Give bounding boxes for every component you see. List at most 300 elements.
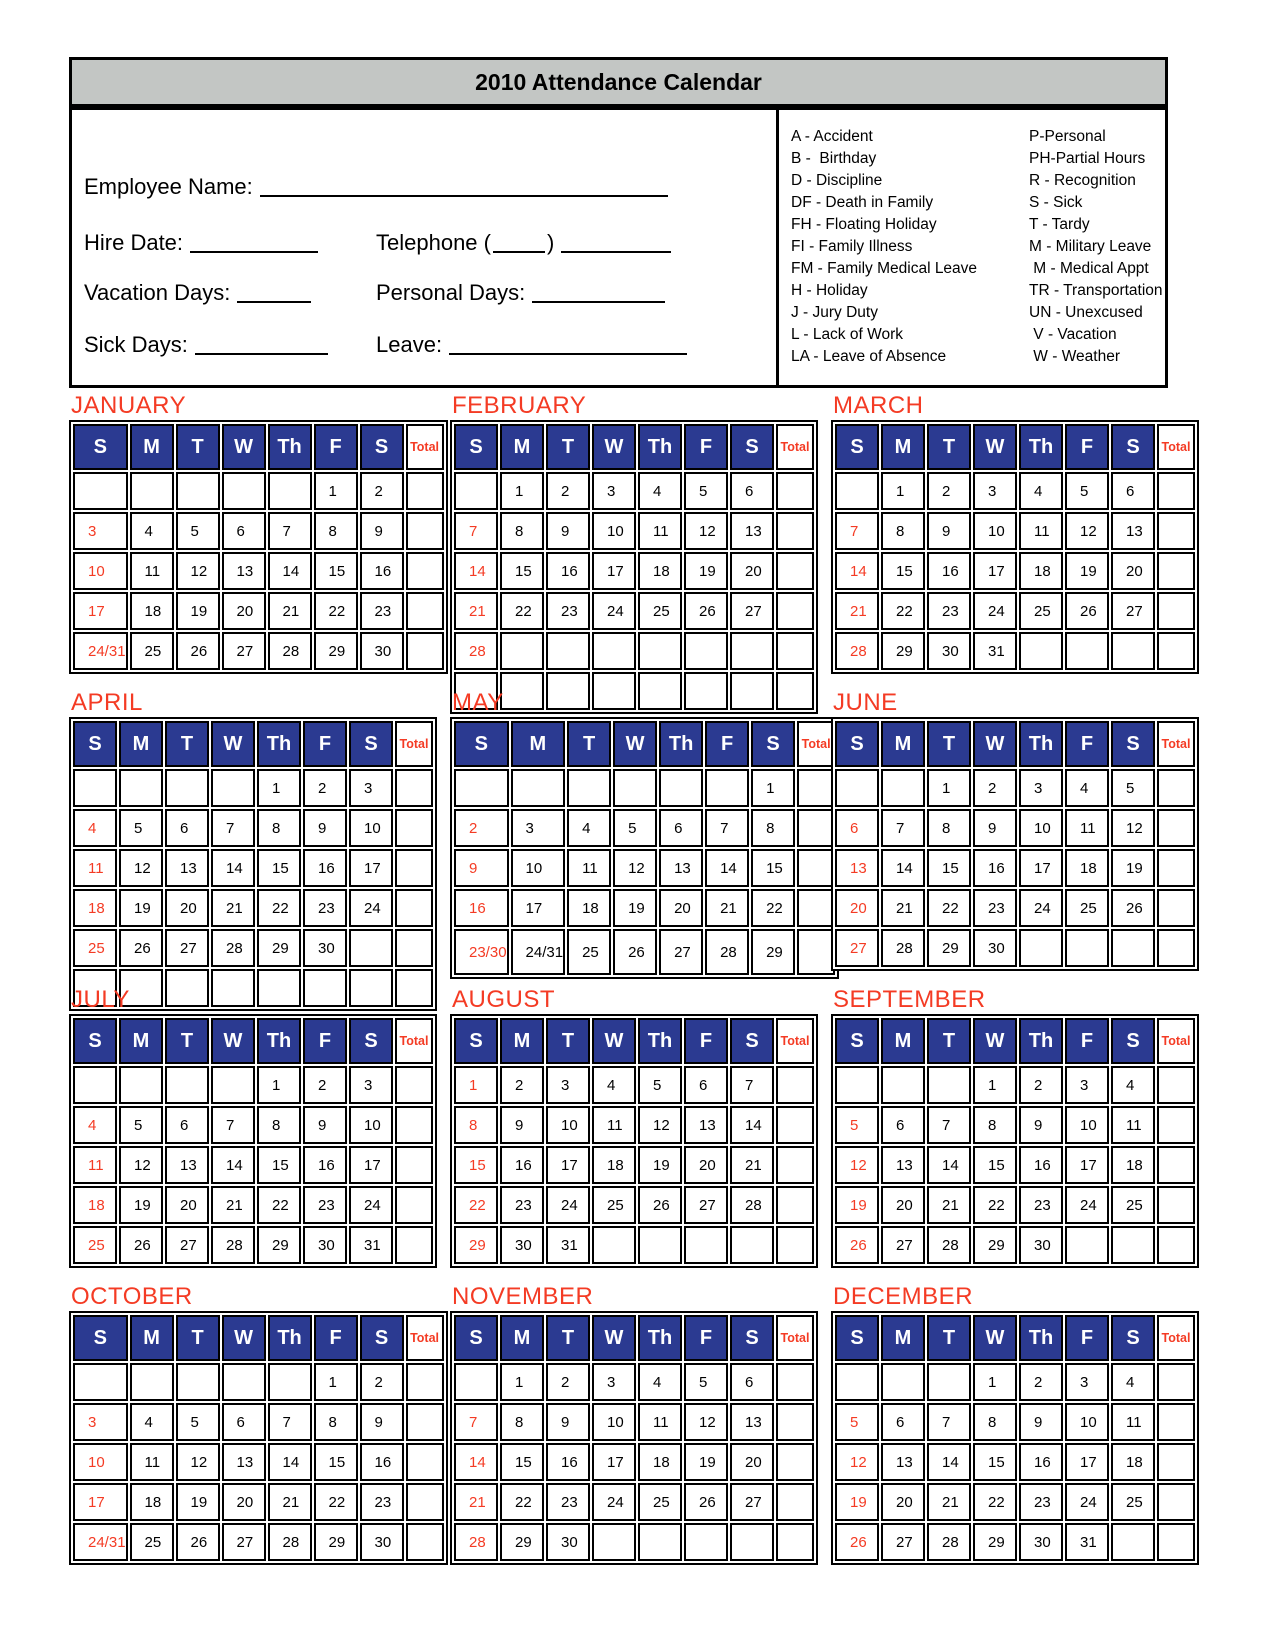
- legend-item: J - Jury Duty: [791, 304, 878, 321]
- personal-days-blank-line: [532, 281, 665, 303]
- day-cell: 2: [973, 769, 1017, 807]
- day-cell: 2: [360, 472, 404, 510]
- total-cell: [1157, 1523, 1195, 1561]
- day-cell: 5: [684, 1363, 728, 1401]
- day-of-week-header: S: [1111, 721, 1155, 767]
- day-of-week-header: S: [730, 1018, 774, 1064]
- day-of-week-header: S: [73, 1315, 128, 1361]
- day-cell: 7: [705, 809, 749, 847]
- day-cell: 16: [360, 552, 404, 590]
- day-cell: 10: [1065, 1106, 1109, 1144]
- day-of-week-header: F: [684, 424, 728, 470]
- day-cell: 17: [973, 552, 1017, 590]
- day-cell: 21: [211, 889, 255, 927]
- day-of-week-header: F: [1065, 1018, 1109, 1064]
- day-cell: 23: [303, 1186, 347, 1224]
- day-cell: 14: [454, 552, 498, 590]
- day-cell: 29: [257, 1226, 301, 1264]
- day-of-week-header: Th: [1019, 1315, 1063, 1361]
- day-cell: 27: [165, 929, 209, 967]
- day-cell: 24/31: [73, 1523, 128, 1561]
- day-cell: 23: [1019, 1483, 1063, 1521]
- day-cell: 6: [165, 1106, 209, 1144]
- day-cell: 7: [454, 1403, 498, 1441]
- day-cell: 7: [730, 1066, 774, 1104]
- legend-item: M - Medical Appt: [1029, 260, 1149, 277]
- day-of-week-header: M: [881, 1315, 925, 1361]
- day-cell: 13: [222, 552, 266, 590]
- month-table-march: [831, 420, 1199, 674]
- day-cell: [500, 632, 544, 670]
- total-cell: [406, 552, 444, 590]
- day-cell: 24: [1019, 889, 1063, 927]
- day-of-week-header: T: [176, 424, 220, 470]
- day-cell: 12: [613, 849, 657, 887]
- day-of-week-header: T: [546, 1315, 590, 1361]
- day-cell: 1: [257, 769, 301, 807]
- day-cell: 14: [881, 849, 925, 887]
- day-cell: 12: [684, 512, 728, 550]
- day-cell: 28: [454, 1523, 498, 1561]
- total-cell: [776, 672, 814, 710]
- day-cell: 23: [546, 592, 590, 630]
- day-cell: 2: [303, 769, 347, 807]
- day-cell: 29: [973, 1226, 1017, 1264]
- vacation-days-blank-line: [237, 281, 311, 303]
- day-cell: [835, 472, 879, 510]
- day-cell: 5: [835, 1106, 879, 1144]
- total-column-header: Total: [776, 424, 814, 470]
- total-cell: [406, 512, 444, 550]
- day-cell: 26: [1065, 592, 1109, 630]
- day-cell: 7: [211, 809, 255, 847]
- day-cell: 3: [592, 472, 636, 510]
- day-cell: 4: [73, 1106, 117, 1144]
- day-cell: 17: [1065, 1146, 1109, 1184]
- day-cell: 21: [705, 889, 749, 927]
- day-cell: 15: [314, 1443, 358, 1481]
- day-cell: 22: [973, 1186, 1017, 1224]
- month-table-january: [69, 420, 448, 674]
- day-cell: 22: [881, 592, 925, 630]
- day-of-week-header: Th: [638, 424, 682, 470]
- day-cell: 2: [500, 1066, 544, 1104]
- day-cell: 27: [222, 1523, 266, 1561]
- day-of-week-header: T: [927, 424, 971, 470]
- day-cell: 20: [835, 889, 879, 927]
- total-cell: [1157, 552, 1195, 590]
- day-of-week-header: W: [222, 1315, 266, 1361]
- day-cell: 3: [546, 1066, 590, 1104]
- day-cell: 13: [222, 1443, 266, 1481]
- day-cell: 22: [314, 1483, 358, 1521]
- day-cell: 23: [500, 1186, 544, 1224]
- day-cell: 19: [1065, 552, 1109, 590]
- day-cell: 15: [973, 1443, 1017, 1481]
- day-cell: 15: [454, 1146, 498, 1184]
- day-cell: 21: [268, 592, 312, 630]
- day-cell: 26: [119, 929, 163, 967]
- vacation-days-label: Vacation Days:: [84, 280, 231, 305]
- day-cell: [684, 1523, 728, 1561]
- employee-name-blank-line: [260, 175, 668, 197]
- month-title-november: NOVEMBER: [452, 1283, 594, 1310]
- day-of-week-header: Th: [268, 1315, 312, 1361]
- day-cell: 25: [73, 1226, 117, 1264]
- day-cell: 3: [73, 1403, 128, 1441]
- total-cell: [797, 889, 835, 927]
- total-cell: [1157, 1483, 1195, 1521]
- day-of-week-header: F: [314, 1315, 358, 1361]
- day-cell: 13: [881, 1443, 925, 1481]
- day-cell: 28: [927, 1226, 971, 1264]
- day-cell: [454, 472, 498, 510]
- total-cell: [1157, 1066, 1195, 1104]
- day-cell: 1: [973, 1066, 1017, 1104]
- day-cell: 17: [73, 592, 128, 630]
- day-of-week-header: Th: [638, 1315, 682, 1361]
- day-of-week-header: S: [349, 721, 393, 767]
- total-cell: [406, 1403, 444, 1441]
- day-cell: 6: [222, 1403, 266, 1441]
- day-cell: 30: [360, 1523, 404, 1561]
- total-cell: [1157, 1226, 1195, 1264]
- day-cell: 10: [1019, 809, 1063, 847]
- day-cell: 5: [638, 1066, 682, 1104]
- day-cell: 18: [567, 889, 611, 927]
- day-cell: 4: [567, 809, 611, 847]
- day-cell: 27: [222, 632, 266, 670]
- day-cell: 13: [730, 512, 774, 550]
- day-cell: [567, 769, 611, 807]
- day-cell: 24: [546, 1186, 590, 1224]
- day-cell: [119, 769, 163, 807]
- day-cell: 8: [257, 809, 301, 847]
- total-cell: [1157, 592, 1195, 630]
- day-cell: 28: [927, 1523, 971, 1561]
- day-cell: 31: [973, 632, 1017, 670]
- month-title-october: OCTOBER: [71, 1283, 193, 1310]
- day-cell: 13: [835, 849, 879, 887]
- day-cell: 2: [360, 1363, 404, 1401]
- day-of-week-header: M: [130, 424, 174, 470]
- total-cell: [1157, 512, 1195, 550]
- day-cell: 18: [1065, 849, 1109, 887]
- day-cell: 7: [835, 512, 879, 550]
- day-cell: 6: [881, 1106, 925, 1144]
- legend-column-left: [791, 126, 977, 368]
- day-cell: [73, 769, 117, 807]
- day-cell: 7: [881, 809, 925, 847]
- day-cell: 5: [176, 1403, 220, 1441]
- day-cell: [684, 1226, 728, 1264]
- day-cell: 16: [1019, 1146, 1063, 1184]
- day-cell: 5: [119, 809, 163, 847]
- day-cell: 21: [835, 592, 879, 630]
- day-cell: 15: [500, 1443, 544, 1481]
- day-cell: [684, 672, 728, 710]
- day-cell: [176, 1363, 220, 1401]
- legend-item: L - Lack of Work: [791, 326, 903, 343]
- legend-item: UN - Unexcused: [1029, 304, 1143, 321]
- day-of-week-header: M: [130, 1315, 174, 1361]
- day-cell: 1: [314, 1363, 358, 1401]
- total-cell: [1157, 889, 1195, 927]
- day-cell: 30: [1019, 1523, 1063, 1561]
- day-cell: 3: [1065, 1363, 1109, 1401]
- day-cell: 19: [176, 1483, 220, 1521]
- day-cell: 8: [257, 1106, 301, 1144]
- total-cell: [797, 809, 835, 847]
- day-cell: 1: [257, 1066, 301, 1104]
- day-cell: 26: [176, 1523, 220, 1561]
- day-of-week-header: W: [973, 1018, 1017, 1064]
- day-cell: 18: [1111, 1146, 1155, 1184]
- day-cell: [211, 1066, 255, 1104]
- total-cell: [1157, 849, 1195, 887]
- day-of-week-header: W: [613, 721, 657, 767]
- month-table-august: [450, 1014, 818, 1268]
- day-cell: 1: [973, 1363, 1017, 1401]
- day-cell: 6: [730, 472, 774, 510]
- day-cell: 16: [927, 552, 971, 590]
- day-of-week-header: M: [500, 1018, 544, 1064]
- day-cell: 10: [973, 512, 1017, 550]
- day-cell: 27: [835, 929, 879, 967]
- day-of-week-header: Th: [1019, 721, 1063, 767]
- day-cell: 24: [1065, 1483, 1109, 1521]
- total-cell: [1157, 1146, 1195, 1184]
- day-cell: [1111, 1226, 1155, 1264]
- day-cell: [257, 969, 301, 1007]
- day-cell: 12: [119, 849, 163, 887]
- day-cell: [222, 1363, 266, 1401]
- day-cell: 14: [268, 552, 312, 590]
- day-cell: 24/31: [73, 632, 128, 670]
- day-cell: 9: [1019, 1403, 1063, 1441]
- total-cell: [797, 769, 835, 807]
- day-cell: 5: [176, 512, 220, 550]
- day-of-week-header: T: [927, 1018, 971, 1064]
- day-cell: [73, 472, 128, 510]
- day-cell: 9: [546, 1403, 590, 1441]
- day-cell: 15: [751, 849, 795, 887]
- day-cell: 11: [567, 849, 611, 887]
- day-cell: 8: [500, 1403, 544, 1441]
- day-cell: 22: [257, 889, 301, 927]
- day-cell: 11: [1111, 1403, 1155, 1441]
- total-cell: [776, 1443, 814, 1481]
- day-cell: 8: [500, 512, 544, 550]
- month-title-june: JUNE: [833, 689, 898, 716]
- day-cell: [1065, 632, 1109, 670]
- day-of-week-header: S: [454, 424, 498, 470]
- day-cell: [1019, 632, 1063, 670]
- day-cell: 17: [1065, 1443, 1109, 1481]
- day-cell: 3: [1019, 769, 1063, 807]
- total-column-header: Total: [776, 1315, 814, 1361]
- day-cell: 25: [592, 1186, 636, 1224]
- day-cell: 10: [73, 1443, 128, 1481]
- day-cell: [592, 1226, 636, 1264]
- day-cell: 4: [130, 1403, 174, 1441]
- day-cell: 26: [613, 929, 657, 975]
- total-cell: [395, 1106, 433, 1144]
- day-cell: 19: [638, 1146, 682, 1184]
- day-cell: 19: [119, 889, 163, 927]
- day-cell: 24: [592, 592, 636, 630]
- total-cell: [1157, 1363, 1195, 1401]
- day-cell: 12: [1065, 512, 1109, 550]
- telephone-paren-close: ): [547, 230, 555, 255]
- day-cell: 12: [835, 1146, 879, 1184]
- day-cell: 3: [349, 1066, 393, 1104]
- day-of-week-header: W: [973, 1315, 1017, 1361]
- day-cell: 10: [1065, 1403, 1109, 1441]
- day-cell: 8: [314, 512, 358, 550]
- legend-item: FM - Family Medical Leave: [791, 260, 978, 277]
- day-of-week-header: W: [211, 721, 255, 767]
- day-cell: 23: [360, 1483, 404, 1521]
- day-of-week-header: F: [684, 1018, 728, 1064]
- day-cell: 1: [314, 472, 358, 510]
- day-cell: 1: [454, 1066, 498, 1104]
- day-of-week-header: S: [835, 424, 879, 470]
- day-cell: 2: [546, 472, 590, 510]
- day-cell: 10: [349, 1106, 393, 1144]
- day-cell: 27: [881, 1523, 925, 1561]
- day-cell: 17: [592, 552, 636, 590]
- day-of-week-header: T: [546, 1018, 590, 1064]
- total-cell: [395, 969, 433, 1007]
- day-of-week-header: M: [500, 424, 544, 470]
- legend-item: DF - Death in Family: [791, 194, 934, 211]
- day-cell: 7: [268, 512, 312, 550]
- day-of-week-header: T: [567, 721, 611, 767]
- total-column-header: Total: [406, 1315, 444, 1361]
- day-cell: [119, 1066, 163, 1104]
- day-cell: 14: [268, 1443, 312, 1481]
- day-cell: [303, 969, 347, 1007]
- personal-days-group: [376, 278, 665, 306]
- day-cell: 24: [592, 1483, 636, 1521]
- day-cell: [349, 929, 393, 967]
- day-cell: 15: [257, 849, 301, 887]
- total-column-header: Total: [395, 721, 433, 767]
- day-cell: 30: [500, 1226, 544, 1264]
- telephone-group: [376, 228, 671, 256]
- total-cell: [1157, 1106, 1195, 1144]
- day-cell: 7: [211, 1106, 255, 1144]
- total-cell: [776, 1403, 814, 1441]
- day-of-week-header: S: [835, 1018, 879, 1064]
- day-cell: [211, 969, 255, 1007]
- day-cell: 23/30: [454, 929, 509, 975]
- day-of-week-header: T: [165, 1018, 209, 1064]
- day-cell: [1065, 1226, 1109, 1264]
- month-title-march: MARCH: [833, 392, 924, 419]
- day-cell: 11: [1019, 512, 1063, 550]
- day-cell: 14: [835, 552, 879, 590]
- day-cell: 29: [314, 632, 358, 670]
- day-cell: 29: [751, 929, 795, 975]
- day-cell: 8: [973, 1403, 1017, 1441]
- day-cell: 29: [314, 1523, 358, 1561]
- total-cell: [776, 1106, 814, 1144]
- day-cell: 24: [349, 1186, 393, 1224]
- day-cell: [1111, 1523, 1155, 1561]
- day-cell: 21: [730, 1146, 774, 1184]
- total-column-header: Total: [797, 721, 835, 767]
- day-cell: [592, 672, 636, 710]
- hire-date-blank-line: [190, 231, 318, 253]
- day-cell: 7: [454, 512, 498, 550]
- day-cell: 19: [176, 592, 220, 630]
- day-of-week-header: Th: [257, 1018, 301, 1064]
- month-title-september: SEPTEMBER: [833, 986, 986, 1013]
- day-cell: 6: [659, 809, 703, 847]
- day-cell: 20: [165, 1186, 209, 1224]
- total-cell: [776, 472, 814, 510]
- day-cell: [73, 1363, 128, 1401]
- day-cell: 14: [705, 849, 749, 887]
- day-cell: 20: [881, 1483, 925, 1521]
- day-cell: 21: [927, 1483, 971, 1521]
- day-cell: 18: [638, 552, 682, 590]
- day-cell: 25: [1111, 1186, 1155, 1224]
- total-column-header: Total: [1157, 721, 1195, 767]
- day-cell: 20: [659, 889, 703, 927]
- day-cell: [684, 632, 728, 670]
- day-cell: 29: [454, 1226, 498, 1264]
- total-column-header: Total: [406, 424, 444, 470]
- day-of-week-header: F: [1065, 424, 1109, 470]
- day-of-week-header: W: [222, 424, 266, 470]
- day-cell: 28: [835, 632, 879, 670]
- total-cell: [395, 1066, 433, 1104]
- day-cell: [73, 1066, 117, 1104]
- day-cell: 17: [511, 889, 566, 927]
- day-cell: 11: [73, 849, 117, 887]
- legend-item: H - Holiday: [791, 282, 868, 299]
- hire-date-row: [84, 228, 774, 256]
- day-cell: [927, 1066, 971, 1104]
- day-cell: 20: [881, 1186, 925, 1224]
- month-title-august: AUGUST: [452, 986, 556, 1013]
- day-cell: 16: [1019, 1443, 1063, 1481]
- total-cell: [406, 472, 444, 510]
- day-cell: [592, 632, 636, 670]
- day-of-week-header: M: [500, 1315, 544, 1361]
- day-of-week-header: W: [592, 1315, 636, 1361]
- day-cell: 14: [927, 1443, 971, 1481]
- day-cell: [454, 1363, 498, 1401]
- day-cell: 6: [165, 809, 209, 847]
- legend-column-right: [1029, 126, 1163, 368]
- day-cell: 18: [1019, 552, 1063, 590]
- day-cell: 4: [638, 1363, 682, 1401]
- day-cell: 9: [500, 1106, 544, 1144]
- day-cell: [1111, 929, 1155, 967]
- month-table-april: [69, 717, 437, 1011]
- day-cell: 22: [314, 592, 358, 630]
- day-cell: 28: [211, 1226, 255, 1264]
- day-of-week-header: S: [454, 1315, 498, 1361]
- day-cell: 1: [881, 472, 925, 510]
- day-cell: 17: [592, 1443, 636, 1481]
- day-of-week-header: M: [881, 1018, 925, 1064]
- day-of-week-header: Th: [1019, 424, 1063, 470]
